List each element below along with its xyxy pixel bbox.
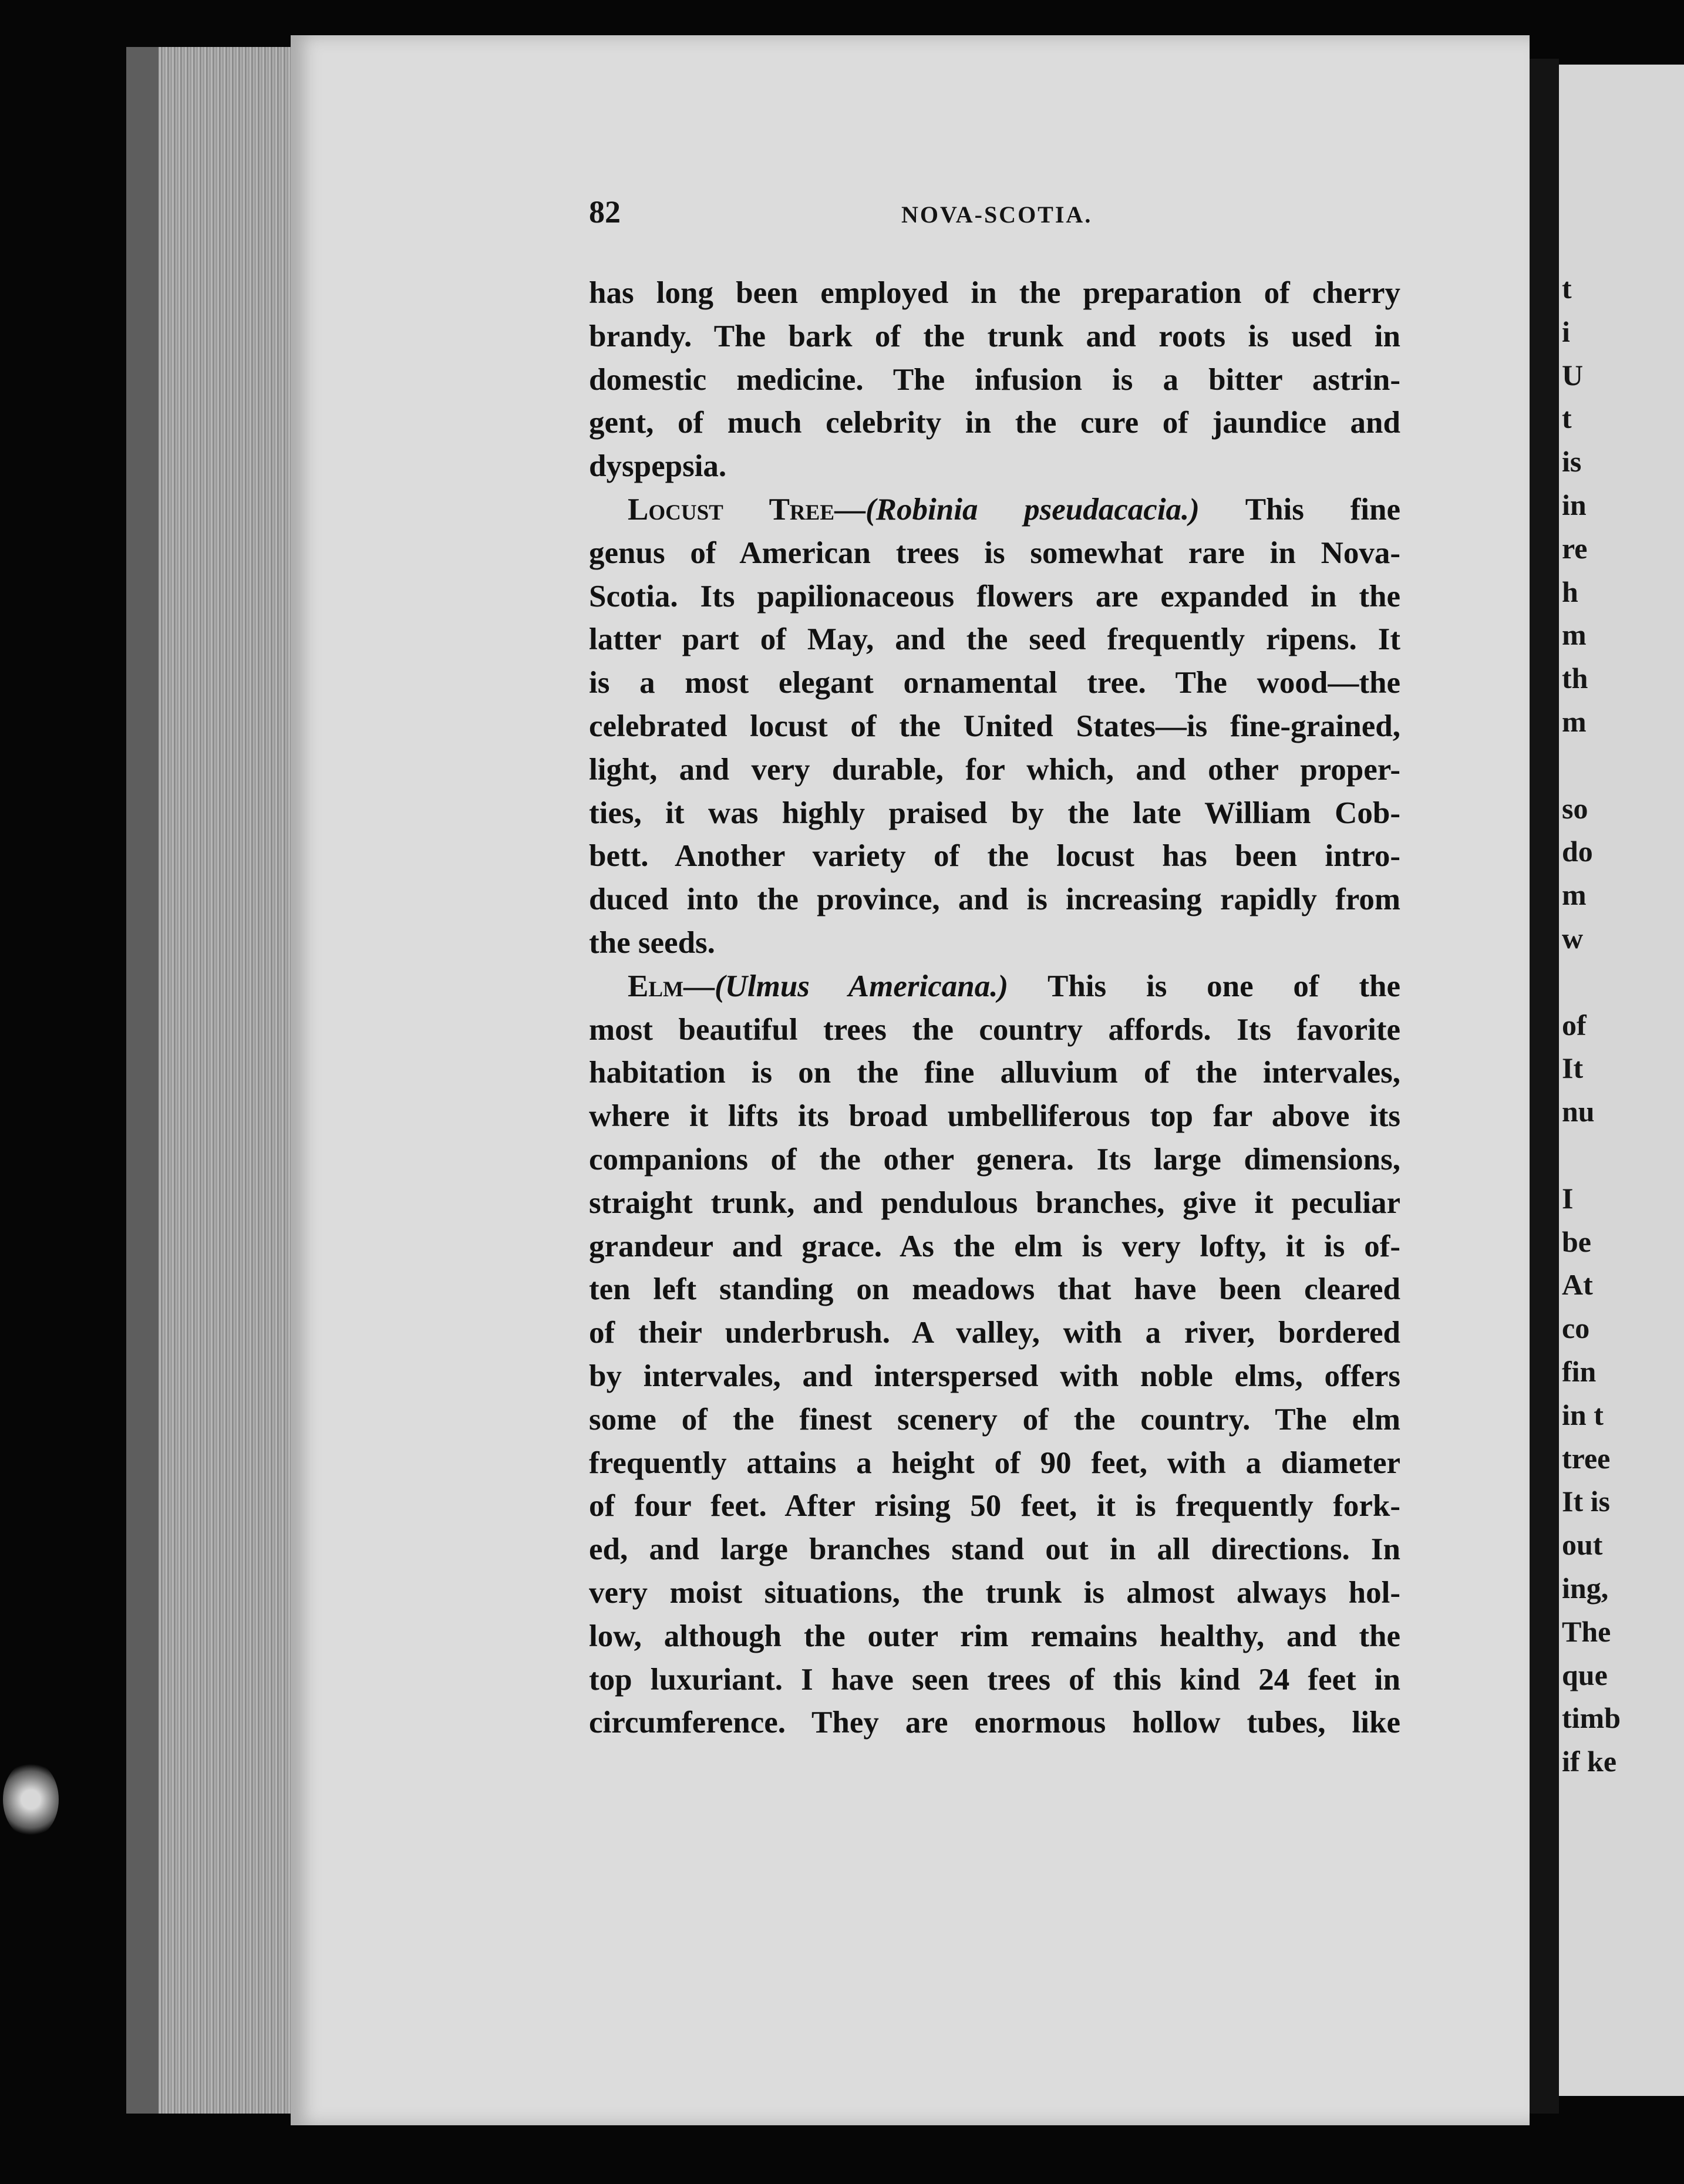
page-body: [589, 272, 1400, 1745]
text-line: by intervales, and interspersed with noble elms, offers: [589, 1359, 1400, 1393]
facing-page-line: It: [1562, 1051, 1584, 1085]
facing-page-line: [1562, 744, 1621, 787]
text-line: frequently attains a height of 90 feet, with a diameter: [589, 1445, 1400, 1480]
facing-page-line: is: [1562, 445, 1582, 478]
facing-page-line: do: [1562, 835, 1593, 868]
text-line: where it lifts its broad umbelliferous top far above its: [589, 1099, 1400, 1134]
text-line: ties, it was highly praised by the late William Cob-: [589, 796, 1400, 830]
facing-page-line: The: [1562, 1615, 1611, 1648]
facing-page-line: At: [1562, 1268, 1593, 1302]
elm-entry-first-line: [589, 965, 1400, 1009]
locust-heading: Locust Tree: [628, 492, 835, 527]
text-line: duced into the province, and is increasing rapidly from: [589, 882, 1400, 917]
facing-page-line: in: [1562, 488, 1587, 521]
facing-page-text: [1562, 267, 1621, 1784]
text-line: ed, and large branches stand out in all directions. In: [589, 1532, 1400, 1567]
text-line: has long been employed in the preparation of cherry: [589, 276, 1400, 310]
facing-page-line: m: [1562, 705, 1587, 738]
text-line: circumference. They are enormous hollow tubes, like: [589, 1706, 1400, 1740]
text-line: low, although the outer rim remains healthy, and the: [589, 1619, 1400, 1653]
facing-page-line: t: [1562, 272, 1572, 305]
facing-page-line: ing,: [1562, 1571, 1609, 1605]
facing-page-line: t: [1562, 402, 1572, 435]
locust-latin-name: (Robinia pseudacacia.): [865, 492, 1200, 527]
text-line: top luxuriant. I have seen trees of this kind 24 feet in: [589, 1662, 1400, 1697]
facing-page-line: be: [1562, 1225, 1591, 1258]
facing-page-line: fin: [1562, 1354, 1597, 1388]
locust-first-text: This fine: [1245, 492, 1400, 527]
facing-page-line: h: [1562, 575, 1578, 608]
text-line: of their underbrush. A valley, with a river, bordered: [589, 1316, 1400, 1350]
facing-page-line: if ke: [1562, 1745, 1617, 1778]
facing-page-line: timb: [1562, 1701, 1621, 1735]
facing-page-line: nu: [1562, 1095, 1595, 1128]
elm-dash: —: [683, 969, 715, 1003]
book-page-edges: [126, 47, 291, 2114]
text-line: celebrated locust of the United States—is fine-grained,: [589, 709, 1400, 743]
text-line: grandeur and grace. As the elm is very lofty, it is of-: [589, 1229, 1400, 1263]
page-number: 82: [589, 194, 621, 230]
text-line: bett. Another variety of the locust has been intro-: [589, 839, 1400, 874]
facing-page-line: U: [1562, 358, 1584, 392]
facing-page-line: m: [1562, 878, 1587, 912]
facing-page-line: co: [1562, 1312, 1590, 1345]
text-line: genus of American trees is somewhat rare in Nova-: [589, 535, 1400, 570]
facing-page-line: of: [1562, 1008, 1587, 1042]
facing-page: [1559, 65, 1684, 2096]
text-line: most beautiful trees the country affords. Its favorite: [589, 1012, 1400, 1047]
text-line: some of the finest scenery of the country. The elm: [589, 1402, 1400, 1437]
text-line: the seeds.: [589, 925, 715, 960]
locust-entry-first-line: [589, 488, 1400, 532]
text-line: latter part of May, and the seed frequently ripens. It: [589, 622, 1400, 657]
text-line: gent, of much celebrity in the cure of jaundice and: [589, 406, 1400, 440]
facing-page-line: i: [1562, 315, 1570, 348]
facing-page-line: que: [1562, 1658, 1608, 1691]
text-line: ten left standing on meadows that have been cleared: [589, 1272, 1400, 1307]
facing-page-line: in t: [1562, 1398, 1604, 1431]
text-line: habitation is on the fine alluvium of the intervales,: [589, 1056, 1400, 1090]
text-line: Scotia. Its papilionaceous flowers are expanded in the: [589, 579, 1400, 614]
text-line: companions of the other genera. Its large dimensions,: [589, 1142, 1400, 1177]
book-gutter: [1530, 59, 1559, 2114]
facing-page-line: th: [1562, 662, 1588, 695]
facing-page-line: m: [1562, 618, 1587, 652]
facing-page-line: It is: [1562, 1485, 1610, 1518]
facing-page-line: out: [1562, 1528, 1603, 1562]
locust-dash: —: [834, 492, 866, 527]
facing-page-line: [1562, 960, 1621, 1004]
text-line: very moist situations, the trunk is almost always hol-: [589, 1575, 1400, 1610]
facing-page-line: [1562, 1134, 1621, 1177]
facing-page-line: so: [1562, 791, 1588, 825]
facing-page-line: w: [1562, 921, 1584, 955]
text-line: of four feet. After rising 50 feet, it is frequently fork-: [589, 1489, 1400, 1524]
elm-latin-name: (Ulmus Americana.): [714, 969, 1009, 1003]
text-line: is a most elegant ornamental tree. The wood—the: [589, 666, 1400, 700]
text-line: domestic medicine. The infusion is a bitter astrin-: [589, 362, 1400, 397]
scan-speck: [3, 1761, 59, 1838]
facing-page-line: I: [1562, 1181, 1574, 1215]
facing-page-line: tree: [1562, 1441, 1611, 1475]
text-line: dyspepsia.: [589, 449, 727, 484]
text-line: straight trunk, and pendulous branches, give it peculiar: [589, 1185, 1400, 1220]
elm-heading: Elm: [628, 969, 683, 1003]
text-line: light, and very durable, for which, and other proper-: [589, 752, 1400, 787]
elm-first-text: This is one of the: [1047, 969, 1401, 1003]
running-title: NOVA-SCOTIA.: [901, 201, 1093, 228]
text-line: brandy. The bark of the trunk and roots is used in: [589, 319, 1400, 353]
facing-page-line: re: [1562, 531, 1588, 565]
